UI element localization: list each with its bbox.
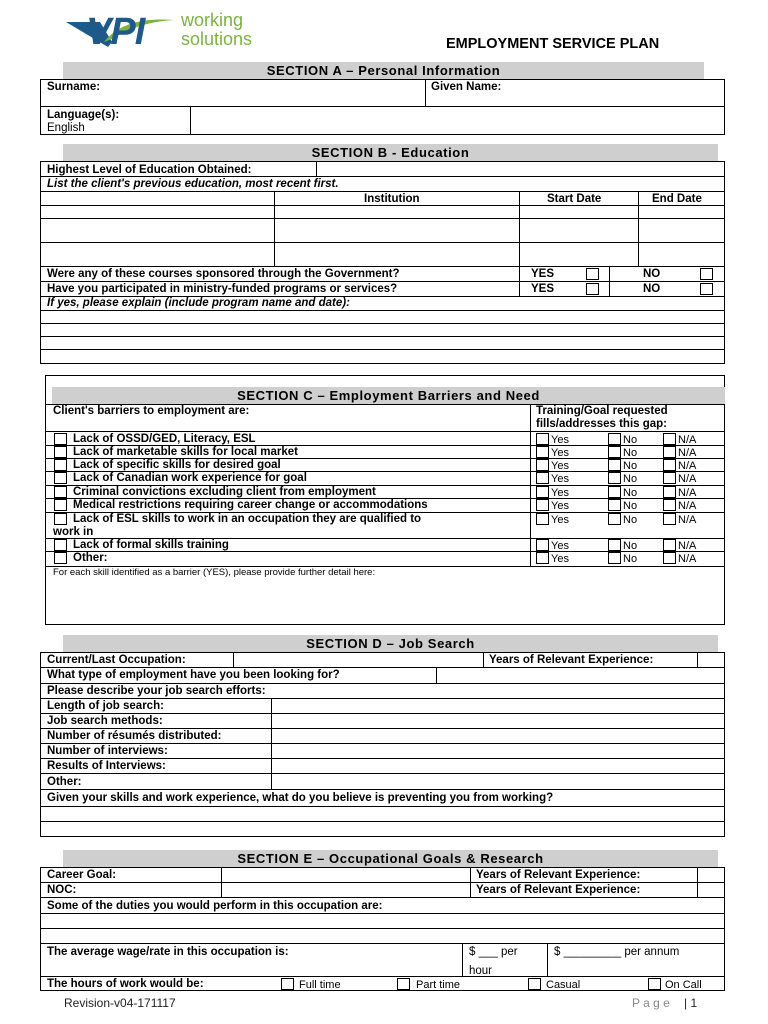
job-search-row-label: Results of Interviews: [47,760,166,772]
barrier-yes-checkbox[interactable] [536,486,549,498]
barrier-yes-label: Yes [551,500,569,512]
barrier-checkbox[interactable] [54,433,67,445]
section-c-title: SECTION C – Employment Barriers and Need [52,387,725,404]
barriers-header: Client's barriers to employment are: [53,405,250,417]
part-time-checkbox[interactable] [397,978,410,990]
barrier-na-label: N/A [678,487,697,499]
barrier-no-checkbox[interactable] [608,446,621,458]
job-search-row-label: Number of interviews: [47,745,168,757]
e-years-experience-label-1: Years of Relevant Experience: [476,869,641,881]
ministry-question: Have you participated in ministry-funded programs or services? [47,283,398,295]
barrier-na-checkbox[interactable] [663,446,676,458]
barrier-na-label: N/A [678,434,697,446]
barrier-no-label: No [623,540,638,552]
barrier-checkbox[interactable] [54,472,67,484]
barrier-yes-checkbox[interactable] [536,433,549,445]
barrier-na-label: N/A [678,553,697,565]
barrier-detail-field[interactable] [50,580,720,620]
barrier-label: Lack of marketable skills for local market [73,446,298,458]
barrier-na-checkbox[interactable] [663,459,676,471]
barrier-yes-label: Yes [551,487,569,499]
barrier-label: Lack of specific skills for desired goal [73,459,281,471]
section-d-title: SECTION D – Job Search [63,635,718,652]
casual-checkbox[interactable] [528,978,541,990]
gov-sponsored-question: Were any of these courses sponsored through the Government? [47,268,400,280]
barrier-no-label: No [623,487,638,499]
languages-label: Language(s): [47,109,120,121]
barrier-yes-checkbox[interactable] [536,446,549,458]
barrier-checkbox[interactable] [54,486,67,498]
ministry-yes-checkbox[interactable] [586,283,599,295]
barrier-no-label: No [623,434,638,446]
current-occupation-field[interactable] [235,653,481,666]
list-instruction: List the client's previous education, most recent first. [47,178,339,190]
employment-type-field[interactable] [438,668,723,682]
part-time-label: Part time [416,979,461,991]
barrier-na-checkbox[interactable] [663,486,676,498]
explain-label: If yes, please explain (include program name and date): [47,297,350,309]
duties-label: Some of the duties you would perform in this occupation are: [47,900,383,912]
job-search-row-label: Number of résumés distributed: [47,730,222,742]
career-goal-label: Career Goal: [47,869,117,881]
barrier-na-checkbox[interactable] [663,513,676,525]
barrier-yes-label: Yes [551,514,569,526]
logo-text-working: working [181,10,244,30]
barrier-label: Lack of OSSD/GED, Literacy, ESL [73,433,256,445]
d-years-experience-label: Years of Relevant Experience: [489,654,654,666]
wage-label: The average wage/rate in this occupation is: [47,946,289,958]
barrier-no-checkbox[interactable] [608,539,621,551]
barrier-label: Criminal convictions excluding client from employment [73,486,376,498]
barrier-no-checkbox[interactable] [608,486,621,498]
barrier-yes-checkbox[interactable] [536,499,549,511]
job-search-row-label: Job search methods: [47,715,163,727]
page-number: | 1 [684,996,698,1010]
barrier-yes-label: Yes [551,434,569,446]
barrier-yes-label: Yes [551,460,569,472]
highest-level-label: Highest Level of Education Obtained: [47,164,252,176]
ministry-yes-label: YES [531,283,555,295]
col-institution: Institution [364,193,420,205]
barrier-label: Lack of ESL skills to work in an occupation they are qualified to [73,513,422,525]
surname-field[interactable] [120,80,420,104]
barrier-yes-checkbox[interactable] [536,472,549,484]
barrier-na-checkbox[interactable] [663,552,676,564]
training-header-2: fills/addresses this gap: [536,418,668,430]
barrier-no-label: No [623,460,638,472]
on-call-checkbox[interactable] [648,978,661,990]
barrier-no-checkbox[interactable] [608,472,621,484]
e-years-experience-label-2: Years of Relevant Experience: [476,884,641,896]
barrier-na-checkbox[interactable] [663,539,676,551]
languages-value[interactable]: English [47,122,85,134]
barrier-label-wrap: work in [53,526,94,538]
barrier-no-checkbox[interactable] [608,513,621,525]
barrier-label: Lack of Canadian work experience for goal [73,472,307,484]
noc-field[interactable] [223,883,468,896]
d-years-experience-field[interactable] [699,653,723,666]
barrier-na-label: N/A [678,447,697,459]
barrier-checkbox[interactable] [54,513,67,525]
barrier-na-label: N/A [678,514,697,526]
barrier-checkbox[interactable] [54,446,67,458]
barrier-no-label: No [623,553,638,565]
highest-level-field[interactable] [318,162,723,175]
revision-label: Revision-v04-171117 [64,996,176,1010]
wage-per-hour-unit: hour [469,965,493,977]
barrier-yes-label: Yes [551,473,569,485]
document-title: EMPLOYMENT SERVICE PLAN [446,36,660,52]
gov-yes-checkbox[interactable] [586,268,599,280]
job-search-row-label: Other: [47,776,82,788]
wage-per-hour[interactable]: $ ___ per [469,946,518,958]
barrier-label: Medical restrictions requiring career change or accommodations [73,499,428,511]
barrier-yes-checkbox[interactable] [536,513,549,525]
col-start-date: Start Date [547,193,602,205]
barrier-yes-checkbox[interactable] [536,459,549,471]
ministry-no-checkbox[interactable] [700,283,713,295]
barrier-no-label: No [623,447,638,459]
given-name-label: Given Name: [431,81,502,93]
section-e-title: SECTION E – Occupational Goals & Research [63,850,718,867]
current-occupation-label: Current/Last Occupation: [47,654,186,666]
barrier-checkbox[interactable] [54,459,67,471]
surname-label: Surname: [47,81,101,93]
barrier-label: Lack of formal skills training [73,539,229,551]
barrier-yes-label: Yes [551,447,569,459]
barrier-checkbox[interactable] [54,539,67,551]
full-time-label: Full time [299,979,341,991]
section-a-title: SECTION A – Personal Information [63,62,704,79]
logo-text-solutions: solutions [181,29,253,49]
barrier-na-label: N/A [678,540,697,552]
logo-mark: VPI [86,11,145,53]
full-time-checkbox[interactable] [281,978,294,990]
barrier-yes-label: Yes [551,553,569,565]
barrier-na-label: N/A [678,460,697,472]
ministry-no-label: NO [643,283,661,295]
barrier-no-label: No [623,473,638,485]
col-end-date: End Date [652,193,702,205]
barrier-yes-checkbox[interactable] [536,539,549,551]
describe-efforts-label: Please describe your job search efforts: [47,685,266,697]
barrier-na-label: N/A [678,473,697,485]
job-search-row-label: Length of job search: [47,700,164,712]
barrier-label: Other: [73,552,108,564]
casual-label: Casual [546,979,581,991]
barrier-detail-note: For each skill identified as a barrier (YES), please provide further detail here: [53,567,376,578]
hours-label: The hours of work would be: [47,978,204,990]
barrier-no-label: No [623,500,638,512]
barrier-na-checkbox[interactable] [663,499,676,511]
barrier-no-checkbox[interactable] [608,459,621,471]
barrier-yes-label: Yes [551,540,569,552]
gov-no-checkbox[interactable] [700,268,713,280]
employment-type-label: What type of employment have you been looking for? [47,669,340,681]
training-header-1: Training/Goal requested [536,405,668,417]
barrier-no-checkbox[interactable] [608,499,621,511]
barrier-na-checkbox[interactable] [663,433,676,445]
wage-per-annum[interactable]: $ _________ per annum [554,946,680,958]
page-label: P a g e [632,996,670,1010]
given-name-field[interactable] [520,80,720,104]
career-goal-field[interactable] [223,868,468,881]
barrier-checkbox[interactable] [54,499,67,511]
barrier-na-label: N/A [678,500,697,512]
barrier-no-label: No [623,514,638,526]
barrier-yes-checkbox[interactable] [536,552,549,564]
barrier-na-checkbox[interactable] [663,472,676,484]
preventing-question: Given your skills and work experience, what do you believe is preventing you from working? [47,792,554,804]
gov-yes-label: YES [531,268,555,280]
gov-no-label: NO [643,268,661,280]
barrier-checkbox[interactable] [54,552,67,564]
barrier-no-checkbox[interactable] [608,552,621,564]
noc-label: NOC: [47,884,77,896]
on-call-label: On Call [665,979,702,991]
section-b-title: SECTION B - Education [63,144,718,161]
barrier-no-checkbox[interactable] [608,433,621,445]
